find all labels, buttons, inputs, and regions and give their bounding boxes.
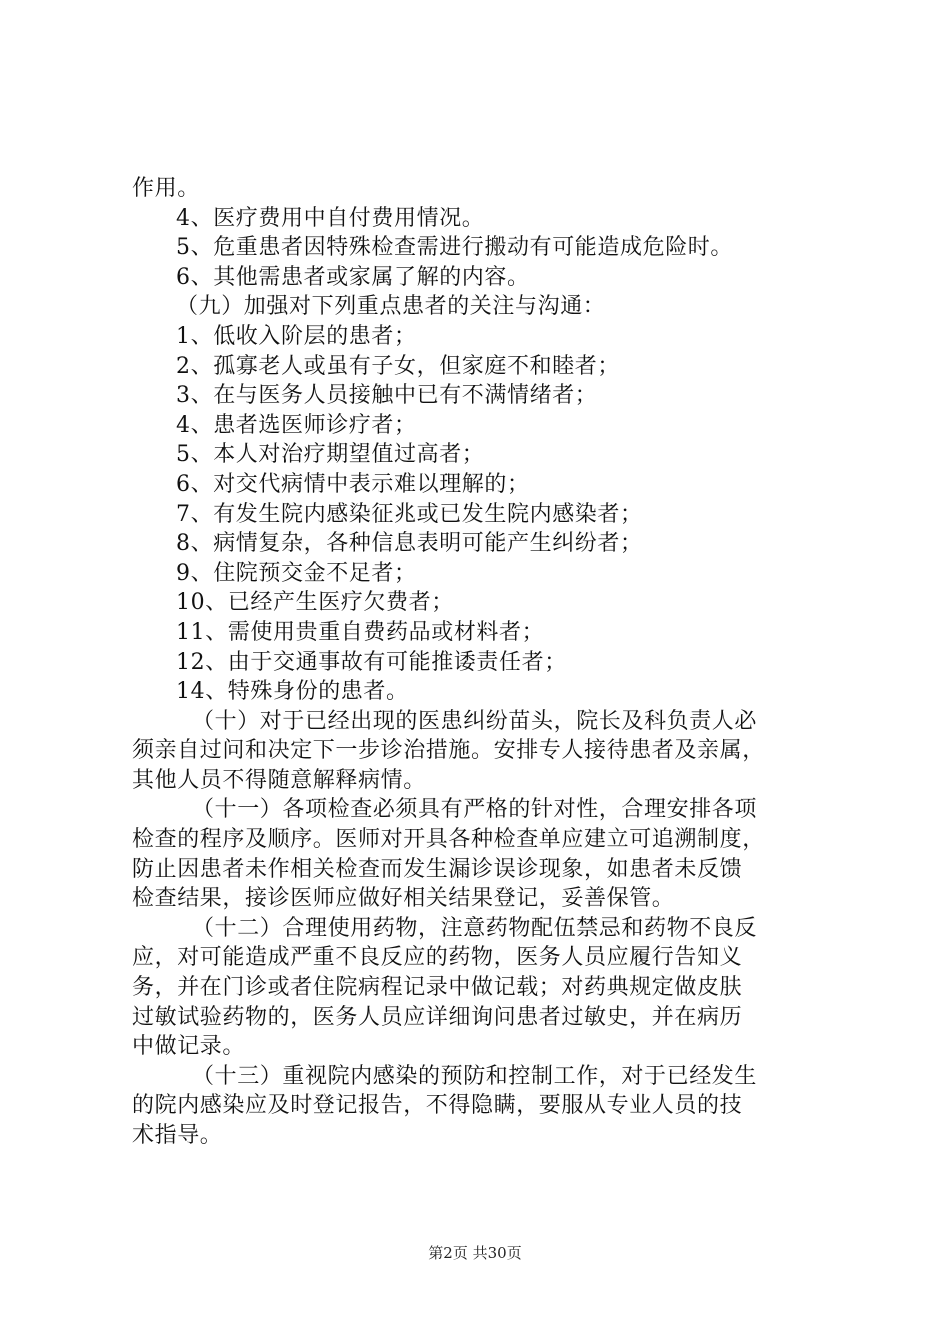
text-line: 1、低收入阶层的患者； (176, 323, 417, 349)
text-line: 6、其他需患者或家属了解的内容。 (176, 264, 530, 290)
text-line: 的院内感染应及时登记报告，不得隐瞒，要服从专业人员的技 (132, 1093, 743, 1119)
text-line: 术指导。 (132, 1123, 223, 1148)
text-line: 10、已经产生医疗欠费者； (176, 590, 454, 616)
text-line: 过敏试验药物的，医务人员应详细询问患者过敏史，并在病历 (132, 1004, 743, 1030)
text-line: 检查的程序及顺序。医师对开具各种检查单应建立可追溯制度， (132, 827, 765, 853)
text-line: 4、患者选医师诊疗者； (176, 412, 417, 438)
text-line: 5、危重患者因特殊检查需进行搬动有可能造成危险时。 (176, 235, 733, 261)
text-line: 14、特殊身份的患者。 (176, 679, 409, 705)
text-line: 其他人员不得随意解释病情。 (132, 767, 426, 793)
text-line: 应，对可能造成严重不良反应的药物，医务人员应履行告知义 (132, 945, 743, 971)
document-body (132, 174, 840, 1151)
text-line: 12、由于交通事故有可能推诿责任者； (176, 649, 567, 675)
text-line: （九）加强对下列重点患者的关注与沟通： (176, 294, 606, 320)
text-line: 防止因患者未作相关检查而发生漏诊误诊现象，如患者未反馈 (132, 856, 743, 882)
text-line: 9、住院预交金不足者； (176, 560, 417, 586)
text-line: 作用。 (132, 176, 200, 201)
text-line: （十三）重视院内感染的预防和控制工作，对于已经发生 (192, 1063, 758, 1089)
text-line: 中做记录。 (132, 1034, 246, 1060)
text-line: 检查结果，接诊医师应做好相关结果登记，妥善保管。 (132, 886, 675, 912)
text-line: （十一）各项检查必须具有严格的针对性，合理安排各项 (192, 797, 758, 823)
text-line: 4、医疗费用中自付费用情况。 (176, 205, 485, 231)
text-line: 11、需使用贵重自费药品或材料者； (176, 619, 545, 645)
text-line: （十）对于已经出现的医患纠纷苗头，院长及科负责人必 (192, 708, 758, 734)
text-line: 7、有发生院内感染征兆或已发生院内感染者； (176, 501, 643, 527)
text-line: 8、病情复杂，各种信息表明可能产生纠纷者； (176, 531, 643, 557)
text-line: 3、在与医务人员接触中已有不满情绪者； (176, 383, 598, 409)
text-line: 6、对交代病情中表示难以理解的； (176, 471, 530, 497)
text-line: 2、孤寡老人或虽有子女，但家庭不和睦者； (176, 353, 620, 379)
page-footer: 第2页 共30页 (428, 1244, 522, 1262)
text-line: 5、本人对治疗期望值过高者； (176, 442, 485, 468)
text-line: 须亲自过问和决定下一步诊治措施。安排专人接待患者及亲属， (132, 738, 765, 764)
text-line: 务，并在门诊或者住院病程记录中做记载；对药典规定做皮肤 (132, 975, 743, 1001)
text-line: （十二）合理使用药物，注意药物配伍禁忌和药物不良反 (192, 915, 758, 941)
